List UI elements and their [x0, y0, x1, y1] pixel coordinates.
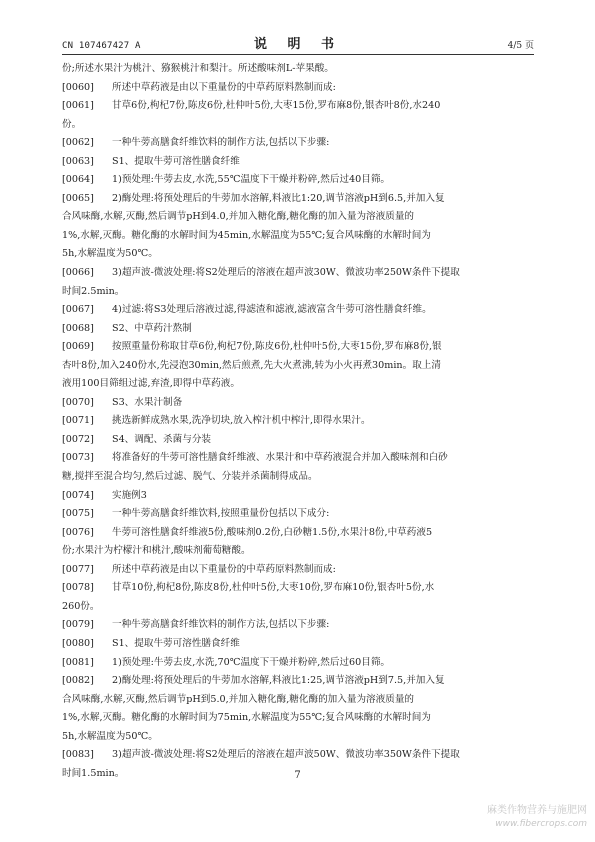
paragraph — [62, 561, 534, 580]
paragraph — [62, 524, 534, 561]
paragraph — [62, 654, 534, 673]
paragraph-number: [0079] — [62, 619, 94, 631]
text-line: 5h,水解温度为50℃。 — [62, 248, 158, 260]
paragraph-text — [112, 171, 534, 190]
paragraph-text — [112, 320, 534, 339]
text-line: 将准备好的牛蒡可溶性膳食纤维液、水果汁和中草药液混合并加入酸味剂和白砂 — [112, 452, 448, 464]
paragraph-number: [0082] — [62, 675, 94, 687]
document-title: 说 明 书 — [253, 37, 343, 52]
patent-number: CN 107467427 A — [62, 41, 141, 51]
page-header — [62, 36, 534, 55]
paragraph-number: [0068] — [62, 322, 94, 334]
text-line: 合风味酶,水解,灭酶,然后调节pH到5.0,并加入糖化酶,糖化酶的加入量为溶液质量的 — [62, 693, 415, 705]
paragraph-text — [112, 635, 534, 654]
text-line: 260份。 — [62, 600, 100, 612]
paragraph-number: [0060] — [62, 81, 94, 93]
page-counter: 4/5 页 — [507, 41, 534, 51]
text-line: 3)超声波-微波处理:将S2处理后的溶液在超声波50W、微波功率350W条件下提取 — [112, 749, 460, 761]
paragraph-text — [112, 394, 534, 413]
paragraph-number: [0066] — [62, 267, 94, 279]
paragraph-number: [0080] — [62, 637, 94, 649]
paragraph — [62, 190, 534, 264]
paragraph-number: [0062] — [62, 137, 94, 149]
text-line: S1、提取牛蒡可溶性膳食纤维 — [112, 637, 240, 649]
paragraph-number: [0075] — [62, 508, 94, 520]
paragraph — [62, 171, 534, 190]
watermark-url: www.fibercrops.com — [495, 819, 587, 829]
paragraph — [62, 616, 534, 635]
paragraph-text — [112, 412, 534, 431]
text-line: 所述中草药液是由以下重量份的中草药原料熬制而成: — [112, 563, 336, 575]
paragraph-number: [0072] — [62, 433, 94, 445]
text-line: 按照重量份称取甘草6份,枸杞7份,陈皮6份,杜仲叶5份,大枣15份,罗布麻8份,银 — [112, 341, 442, 353]
text-line: 5h,水解温度为50℃。 — [62, 730, 158, 742]
text-line: S1、提取牛蒡可溶性膳食纤维 — [112, 155, 240, 167]
continued-line: 份;所述水果汁为桃汁、猕猴桃汁和梨汁。所述酸味剂L-苹果酸。 — [62, 63, 334, 74]
paragraph — [62, 79, 534, 98]
paragraph-number: [0083] — [62, 749, 94, 761]
paragraph — [62, 579, 534, 616]
text-line: 糖,搅拌至混合均匀,然后过滤、脱气、分装并杀菌制得成品。 — [62, 471, 318, 483]
text-line: 时间2.5min。 — [62, 285, 125, 297]
watermark — [487, 804, 587, 830]
text-line: 1%,水解,灭酶。糖化酶的水解时间为75min,水解温度为55℃;复合风味酶的水解时间为 — [62, 712, 431, 724]
paragraph — [62, 505, 534, 524]
text-line: 3)超声波-微波处理:将S2处理后的溶液在超声波30W、微波功率250W条件下提取 — [112, 267, 460, 279]
page-number: 7 — [294, 770, 301, 781]
paragraph — [62, 301, 534, 320]
text-line: 1)预处理:牛蒡去皮,水洗,70℃温度下干燥并粉碎,然后过60目筛。 — [112, 656, 391, 668]
paragraph — [62, 264, 534, 301]
paragraph — [62, 97, 534, 134]
paragraph-number: [0064] — [62, 174, 94, 186]
watermark-name: 麻类作物营养与施肥网 — [487, 805, 587, 816]
text-line: 所述中草药液是由以下重量份的中草药原料熬制而成: — [112, 81, 336, 93]
text-line: S4、调配、杀菌与分装 — [112, 433, 212, 445]
text-line: 1)预处理:牛蒡去皮,水洗,55℃温度下干燥并粉碎,然后过40目筛。 — [112, 174, 391, 186]
paragraph — [62, 153, 534, 172]
paragraph-text — [112, 616, 534, 635]
text-line: 杏叶8份,加入240份水,先浸泡30min,然后煎煮,先大火煮沸,转为小火再煮30min。取上清 — [62, 359, 441, 371]
text-line: 2)酶处理:将预处理后的牛蒡加水溶解,料液比1:25,调节溶液pH到7.5,并加入复 — [112, 675, 445, 687]
paragraph — [62, 394, 534, 413]
paragraph-number: [0077] — [62, 563, 94, 575]
text-line: 2)酶处理:将预处理后的牛蒡加水溶解,料液比1:20,调节溶液pH到6.5,并加入复 — [112, 192, 445, 204]
paragraph — [62, 134, 534, 153]
text-line: 一种牛蒡高膳食纤维饮料的制作方法,包括以下步骤: — [112, 137, 330, 149]
text-line: 1%,水解,灭酶。糖化酶的水解时间为45min,水解温度为55℃;复合风味酶的水解时间为 — [62, 229, 431, 241]
paragraph — [62, 487, 534, 506]
paragraph-number: [0078] — [62, 582, 94, 594]
text-line: 合风味酶,水解,灭酶,然后调节pH到4.0,并加入糖化酶,糖化酶的加入量为溶液质量的 — [62, 211, 415, 223]
text-line: 牛蒡可溶性膳食纤维液5份,酸味剂0.2份,白砂糖1.5份,水果汁8份,中草药液5 — [112, 526, 433, 538]
paragraph-text — [112, 134, 534, 153]
text-line: S3、水果汁制备 — [112, 396, 183, 408]
paragraph — [62, 338, 534, 394]
paragraph-text — [112, 79, 534, 98]
paragraph-text — [112, 431, 534, 450]
paragraph-text — [112, 487, 534, 506]
paragraph-number: [0071] — [62, 415, 94, 427]
paragraph-text — [112, 153, 534, 172]
paragraph-number: [0081] — [62, 656, 94, 668]
paragraph-number: [0074] — [62, 489, 94, 501]
paragraph-number: [0076] — [62, 526, 94, 538]
paragraph — [62, 449, 534, 486]
paragraph-number: [0065] — [62, 192, 94, 204]
paragraph — [62, 635, 534, 654]
paragraph — [62, 672, 534, 746]
text-line: 份。 — [62, 118, 82, 130]
paragraph-text — [112, 561, 534, 580]
text-line: 实施例3 — [112, 489, 147, 501]
paragraph-number: [0063] — [62, 155, 94, 167]
text-line: 时间1.5min。 — [62, 767, 125, 779]
text-line: 甘草6份,枸杞7份,陈皮6份,杜仲叶5份,大枣15份,罗布麻8份,银杏叶8份,水240 — [112, 100, 441, 112]
paragraph — [62, 320, 534, 339]
paragraph-number: [0067] — [62, 304, 94, 316]
paragraph-number: [0061] — [62, 100, 94, 112]
text-line: 4)过滤:将S3处理后溶液过滤,得滤渣和滤液,滤液富含牛蒡可溶性膳食纤维。 — [112, 304, 432, 316]
paragraph-list — [62, 79, 534, 784]
text-line: 挑选新鲜成熟水果,洗净切块,放入榨汁机中榨汁,即得水果汁。 — [112, 415, 371, 427]
paragraph — [62, 412, 534, 431]
paragraph — [62, 431, 534, 450]
document-body — [62, 60, 534, 783]
text-line: S2、中草药汁熬制 — [112, 322, 192, 334]
paragraph-text — [112, 301, 534, 320]
text-line: 甘草10份,枸杞8份,陈皮8份,杜仲叶5份,大枣10份,罗布麻10份,银杏叶5份,水 — [112, 582, 435, 594]
text-line: 一种牛蒡高膳食纤维饮料的制作方法,包括以下步骤: — [112, 619, 330, 631]
text-line: 液用100目筛组过滤,弃渣,即得中草药液。 — [62, 378, 240, 390]
paragraph-text — [112, 654, 534, 673]
paragraph-text — [112, 505, 534, 524]
text-line: 份;水果汁为柠檬汁和桃汁,酸味剂葡萄糖酸。 — [62, 545, 251, 557]
paragraph-number: [0070] — [62, 396, 94, 408]
paragraph-number: [0073] — [62, 452, 94, 464]
paragraph-number: [0069] — [62, 341, 94, 353]
text-line: 一种牛蒡高膳食纤维饮料,按照重量份包括以下成分: — [112, 508, 330, 520]
